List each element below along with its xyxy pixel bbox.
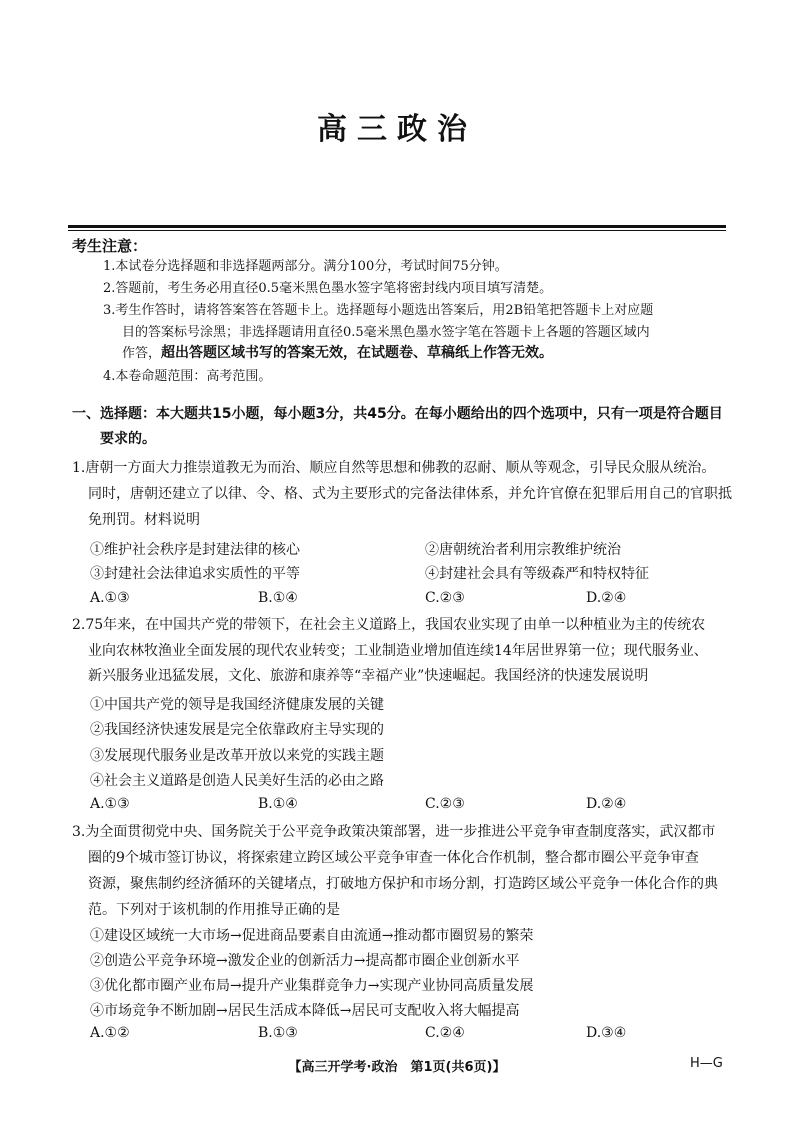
page-footer: 【高三开学考·政治 第1页(共6页)】 bbox=[288, 1060, 506, 1075]
section-heading-cont: 要求的。 bbox=[100, 431, 156, 447]
q3-statement-2: ②创造公平竞争环境→激发企业的创新活力→提高都市圈企业创新水平 bbox=[90, 953, 520, 969]
q3-option-d: D.③④ bbox=[586, 1025, 627, 1041]
notice-item-2: 2.答题前，考生务必用直径0.5毫米黑色墨水签字笔将密封线内项目填写清楚。 bbox=[103, 281, 553, 296]
q2-option-d: D.②④ bbox=[586, 796, 627, 812]
q1-option-c: C.②③ bbox=[425, 590, 465, 606]
notice-item-1: 1.本试卷分选择题和非选择题两部分。满分100分，考试时间75分钟。 bbox=[103, 259, 508, 274]
q1-statement-2: ②唐朝统治者利用宗教维护统治 bbox=[425, 542, 621, 558]
q1-stem-line3: 免刑罚。材料说明 bbox=[88, 512, 200, 528]
q2-statement-1: ①中国共产党的领导是我国经济健康发展的关键 bbox=[90, 697, 384, 713]
q3-option-b: B.①③ bbox=[258, 1025, 298, 1041]
q3-statement-1: ①建设区域统一大市场→促进商品要素自由流通→推动都市圈贸易的繁荣 bbox=[90, 928, 534, 944]
notice-heading: 考生注意： bbox=[72, 237, 148, 255]
q3-statement-4: ④市场竞争不断加剧→居民生活成本降低→居民可支配收入将大幅提高 bbox=[90, 1003, 520, 1019]
notice-item-4: 4.本卷命题范围：高考范围。 bbox=[103, 369, 272, 384]
q2-stem-line1: 2.75年来，在中国共产党的带领下，在社会主义道路上，我国农业实现了由单一以种植业为主的传统农 bbox=[72, 617, 706, 633]
q3-statement-3: ③优化都市圈产业布局→提升产业集群竞争力→实现产业协同高质量发展 bbox=[90, 978, 534, 994]
q1-statement-3: ③封建社会法律追求实质性的平等 bbox=[90, 566, 300, 582]
q1-statement-4: ④封建社会具有等级森严和特权特征 bbox=[425, 566, 649, 582]
q1-statement-1: ①维护社会秩序是封建法律的核心 bbox=[90, 542, 300, 558]
q2-option-c: C.②③ bbox=[425, 796, 465, 812]
section-heading: 一、选择题：本大题共15小题，每小题3分，共45分。在每小题给出的四个选项中，只有一项是符合题目 bbox=[72, 406, 723, 422]
q3-stem-line2: 圈的9个城市签订协议，将探索建立跨区域公平竞争审查一体化合作机制，整合都市圈公平竞争审查 bbox=[88, 850, 699, 866]
notice-item-3-cont: 目的答案标号涂黑；非选择题请用直径0.5毫米黑色墨水签字笔在答题卡上各题的答题区域内 bbox=[122, 325, 650, 340]
q3-option-c: C.②④ bbox=[425, 1025, 465, 1041]
q1-option-d: D.②④ bbox=[586, 590, 627, 606]
paper-code: H—G bbox=[690, 1056, 723, 1071]
q1-stem-line2: 同时，唐朝还建立了以律、令、格、式为主要形式的完备法律体系，并允许官僚在犯罪后用自己的官职抵 bbox=[88, 486, 732, 502]
notice-item-3: 3.考生作答时，请将答案答在答题卡上。选择题每小题选出答案后，用2B铅笔把答题卡上对应题 bbox=[103, 303, 654, 318]
q1-stem-line1: 1.唐朝一方面大力推崇道教无为而治、顺应自然等思想和佛教的忍耐、顺从等观念，引导民众服从统治。 bbox=[72, 460, 716, 476]
q3-stem-line4: 范。下列对于该机制的作用推导正确的是 bbox=[88, 902, 340, 918]
q2-statement-4: ④社会主义道路是创造人民美好生活的必由之路 bbox=[90, 773, 384, 789]
q1-option-a: A.①③ bbox=[90, 590, 130, 606]
q3-stem-line3: 资源，聚焦制约经济循环的关键堵点，打破地方保护和市场分割，打造跨区域公平竞争一体化合作的典 bbox=[88, 876, 718, 892]
notice-item-3-end: 作答，超出答题区域书写的答案无效，在试题卷、草稿纸上作答无效。 bbox=[122, 345, 554, 361]
notice-emphasis: 超出答题区域书写的答案无效，在试题卷、草稿纸上作答无效。 bbox=[161, 345, 554, 361]
q2-option-a: A.①③ bbox=[90, 796, 130, 812]
q2-statement-3: ③发展现代服务业是改革开放以来党的实践主题 bbox=[90, 748, 384, 764]
header-divider-thin bbox=[68, 230, 726, 231]
q2-stem-line2: 业向农林牧渔业全面发展的现代农业转变；工业制造业增加值连续14年居世界第一位；现代服务业、 bbox=[88, 643, 708, 659]
q3-option-a: A.①② bbox=[90, 1025, 130, 1041]
q2-option-b: B.①④ bbox=[258, 796, 298, 812]
q2-stem-line3: 新兴服务业迅猛发展，文化、旅游和康养等“幸福产业”快速崛起。我国经济的快速发展说明 bbox=[88, 668, 649, 684]
header-divider bbox=[68, 225, 726, 228]
q1-option-b: B.①④ bbox=[258, 590, 298, 606]
page-title: 高三政治 bbox=[317, 112, 477, 147]
q2-statement-2: ②我国经济快速发展是完全依靠政府主导实现的 bbox=[90, 722, 384, 738]
q3-stem-line1: 3.为全面贯彻党中央、国务院关于公平竞争政策决策部署，进一步推进公平竞争审查制度落实，武汉都市 bbox=[72, 824, 716, 840]
